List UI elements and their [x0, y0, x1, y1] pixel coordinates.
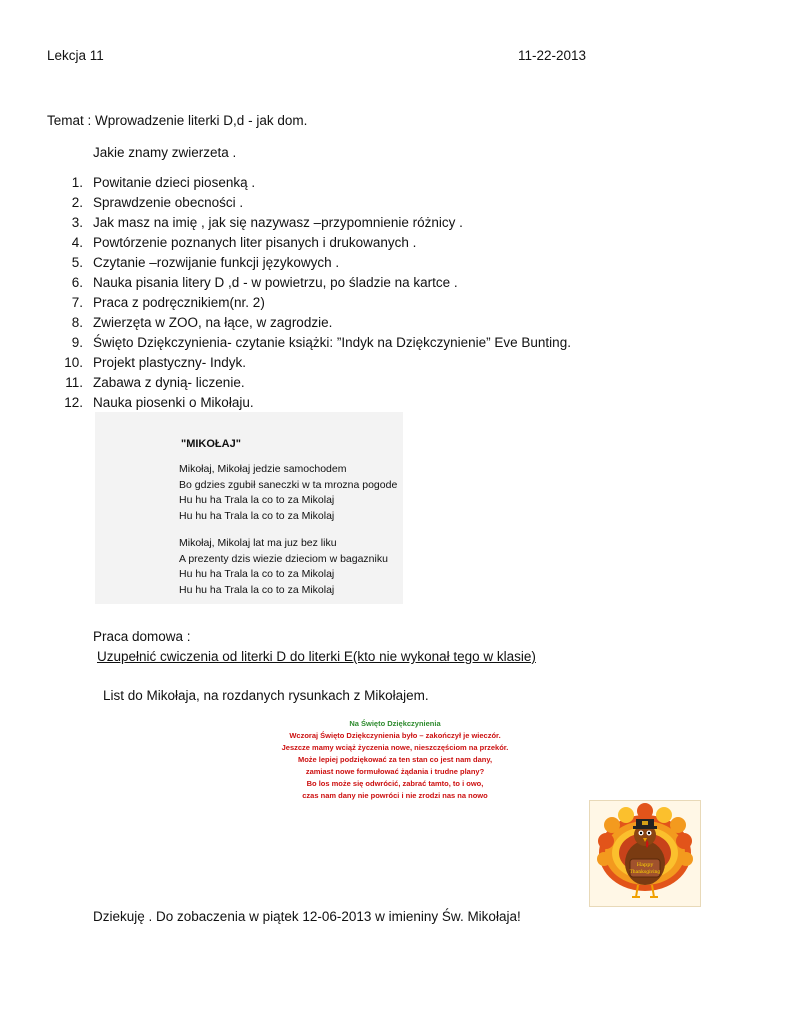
- song-line: Mikołaj, Mikołaj jedzie samochodem: [179, 463, 347, 475]
- item-number: 1.: [71, 175, 83, 190]
- homework-label: Praca domowa :: [93, 629, 191, 644]
- song-line: Hu hu ha Trala la co to za Mikolaj: [179, 509, 335, 522]
- poem-line: czas nam dany nie powróci i nie zrodzi nas na nowo: [302, 791, 488, 800]
- lesson-topic: Temat : Wprowadzenie literki D,d - jak dom.: [47, 113, 308, 128]
- song-line: Hu hu ha Trala la co to za Mikolaj: [179, 583, 335, 596]
- homework-task: Uzupełnić cwiczenia od literki D do literki E(kto nie wykonał tego w klasie): [97, 649, 536, 664]
- item-number: 12.: [64, 395, 83, 410]
- verse-spacer: [179, 524, 397, 536]
- poem-line: Wczoraj Święto Dziękczynienia było – zakończył je wieczór.: [289, 731, 501, 740]
- turkey-icon: [590, 801, 700, 906]
- turkey-sign-line1: Happy: [636, 862, 654, 868]
- song-title: "MIKOŁAJ": [181, 438, 241, 450]
- item-text: Powtórzenie poznanych liter pisanych i drukowanych .: [93, 235, 417, 250]
- item-number: 6.: [71, 275, 83, 290]
- item-text: Projekt plastyczny- Indyk.: [93, 355, 247, 370]
- turkey-illustration: [589, 800, 701, 907]
- lesson-number: Lekcja 11: [47, 48, 104, 63]
- item-number: 5.: [71, 255, 83, 270]
- item-text: Święto Dziękczynienia- czytanie książki: ”Indyk na Dziękczynienie” Eve Bunting.: [93, 335, 571, 350]
- poem-title: Na Święto Dziękczynienia: [349, 719, 441, 728]
- lesson-date: 11-22-2013: [518, 48, 587, 63]
- item-number: 10.: [64, 355, 83, 370]
- song-line: Mikołaj, Mikolaj lat ma juz bez liku: [179, 537, 337, 549]
- item-text: Zwierzęta w ZOO, na łące, w zagrodzie.: [93, 315, 333, 330]
- item-number: 9.: [71, 335, 83, 350]
- lesson-subtopic: Jakie znamy zwierzeta .: [93, 145, 237, 160]
- song-line: Hu hu ha Trala la co to za Mikolaj: [179, 494, 335, 506]
- song-line: A prezenty dzis wiezie dzieciom w bagazniku: [179, 552, 388, 565]
- song-lines: [179, 462, 397, 598]
- song-lyrics-scan: [95, 412, 403, 604]
- item-text: Nauka piosenki o Mikołaju.: [93, 395, 254, 410]
- item-text: Zabawa z dynią- liczenie.: [93, 375, 245, 390]
- closing-note: Dziekuję . Do zobaczenia w piątek 12-06-2013 w imieniny Św. Mikołaja!: [93, 909, 521, 924]
- item-number: 2.: [71, 195, 83, 210]
- turkey-sign-line2: Thanksgiving: [629, 870, 661, 875]
- item-number: 3.: [71, 215, 83, 230]
- song-line: Bo gdzies zgubił saneczki w ta mrozna pogode: [179, 478, 398, 491]
- item-number: 4.: [71, 235, 83, 250]
- poem-line: Może lepiej podziękować za ten stan co jest nam dany,: [297, 755, 493, 764]
- item-number: 7.: [71, 295, 83, 310]
- song-line: Hu hu ha Trala la co to za Mikolaj: [179, 568, 335, 580]
- letter-to-santa-note: List do Mikołaja, na rozdanych rysunkach z Mikołajem.: [103, 688, 429, 703]
- item-text: Praca z podręcznikiem(nr. 2): [93, 295, 265, 310]
- poem-line: zamiast nowe formułować żądania i trudne plany?: [305, 767, 485, 776]
- item-text: Sprawdzenie obecności .: [93, 195, 244, 210]
- item-number: 11.: [65, 375, 83, 390]
- thanksgiving-poem: [260, 718, 530, 802]
- item-text: Czytanie –rozwijanie funkcji językowych .: [93, 255, 340, 270]
- item-text: Powitanie dzieci piosenką .: [93, 175, 256, 190]
- item-number: 8.: [71, 315, 83, 330]
- poem-line: Bo los może się odwrócić, zabrać tamto, to i owo,: [306, 779, 484, 788]
- poem-line: Jeszcze mamy wciąż życzenia nowe, nieszczęściom na przekór.: [281, 743, 509, 752]
- item-text: Nauka pisania litery D ,d - w powietrzu, po śladzie na kartce .: [93, 275, 458, 290]
- item-text: Jak masz na imię , jak się nazywasz –przypomnienie różnicy .: [93, 215, 463, 230]
